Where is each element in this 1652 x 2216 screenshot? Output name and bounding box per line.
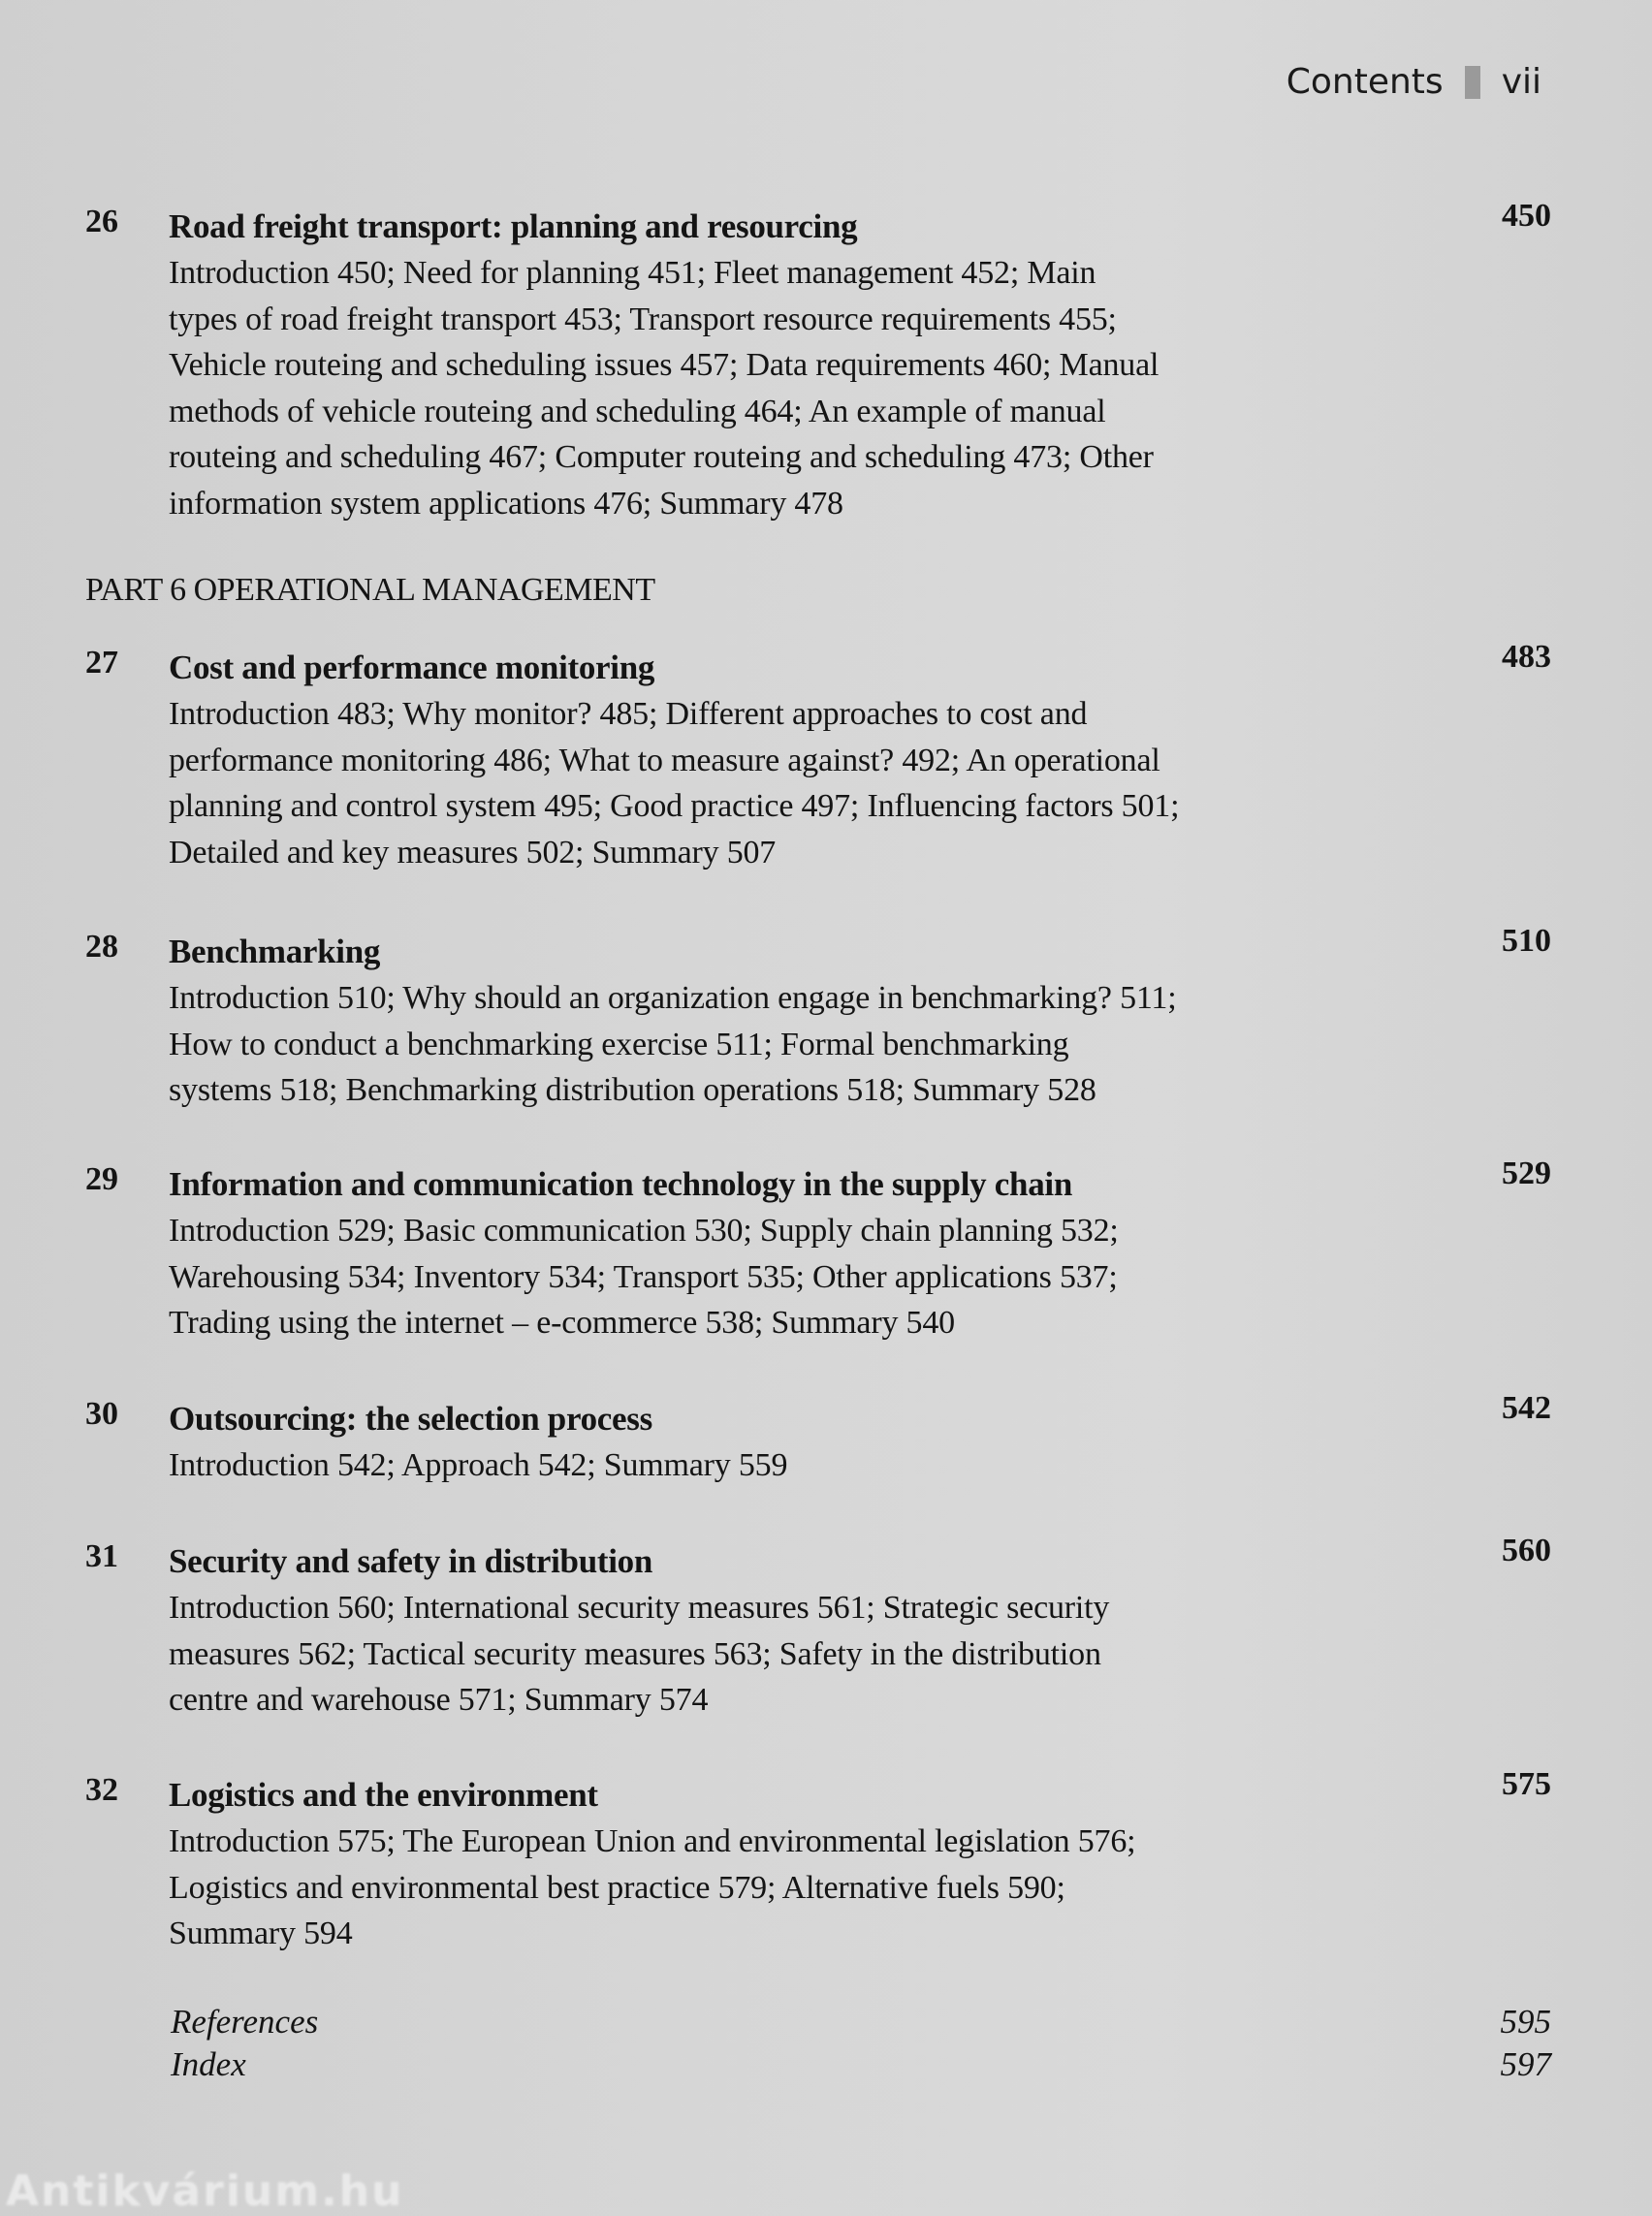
chapter-sections [169,1442,1429,1489]
chapter-page: 510 [1502,923,1551,959]
chapter-title: Security and safety in distribution [169,1542,652,1580]
backmatter-page: 597 [1500,2045,1551,2083]
backmatter-label: References [171,2003,319,2041]
chapter-number: 28 [85,929,118,965]
chapter-number: 31 [85,1538,118,1574]
toc-entry-index[interactable] [171,2045,1551,2088]
watermark: Antikvárium.hu [6,2167,404,2216]
chapter-sections [169,1585,1429,1724]
section-line: Logistics and environmental best practice 579; Alternative fuels 590; [169,1869,1065,1906]
running-head [1287,62,1541,102]
chapter-title: Road freight transport: planning and resourcing [169,207,858,245]
chapter-page: 575 [1502,1766,1551,1802]
running-head-page: vii [1501,62,1541,102]
backmatter-label: Index [171,2045,246,2083]
chapter-number: 30 [85,1396,118,1432]
backmatter-page: 595 [1500,2003,1551,2041]
section-line: Introduction 450; Need for planning 451; Fleet management 452; Main [169,255,1096,291]
chapter-page: 529 [1502,1155,1551,1191]
toc-entry-chapter-26[interactable] [85,198,1551,526]
chapter-sections [169,691,1429,875]
section-line: Introduction 560; International security measures 561; Strategic security [169,1590,1110,1626]
chapter-page: 542 [1502,1390,1551,1426]
section-line: Introduction 542; Approach 542; Summary 559 [169,1447,788,1483]
section-line: Warehousing 534; Inventory 534; Transport 535; Other applications 537; [169,1258,1118,1295]
section-line: routeing and scheduling 467; Computer routeing and scheduling 473; Other [169,439,1154,475]
section-line: measures 562; Tactical security measures 563; Safety in the distribution [169,1635,1101,1672]
toc-entry-chapter-28[interactable] [85,923,1551,1114]
toc-entry-chapter-30[interactable] [85,1390,1551,1489]
section-line: How to conduct a benchmarking exercise 511; Formal benchmarking [169,1026,1069,1062]
running-head-bar [1465,66,1480,99]
section-line: Introduction 510; Why should an organization engage in benchmarking? 511; [169,980,1177,1016]
chapter-sections [169,250,1429,526]
section-line: Introduction 483; Why monitor? 485; Different approaches to cost and [169,696,1088,732]
section-line: Vehicle routeing and scheduling issues 457; Data requirements 460; Manual [169,347,1160,383]
toc-entry-chapter-27[interactable] [85,639,1551,875]
chapter-number: 26 [85,204,118,239]
chapter-number: 32 [85,1772,118,1808]
toc-entry-references[interactable] [171,2003,1551,2045]
chapter-number: 29 [85,1161,118,1197]
running-head-label: Contents [1286,62,1444,102]
chapter-page: 560 [1502,1533,1551,1568]
section-line: information system applications 476; Summary 478 [169,485,843,522]
section-line: methods of vehicle routeing and scheduling 464; An example of manual [169,393,1106,429]
section-line: Trading using the internet – e-commerce 538; Summary 540 [169,1305,955,1341]
section-line: performance monitoring 486; What to measure against? 492; An operational [169,742,1160,778]
toc-entry-chapter-31[interactable] [85,1533,1551,1724]
chapter-number: 27 [85,645,118,681]
section-line: Introduction 575; The European Union and environmental legislation 576; [169,1823,1136,1859]
chapter-title: Outsourcing: the selection process [169,1400,652,1438]
section-line: systems 518; Benchmarking distribution operations 518; Summary 528 [169,1072,1096,1108]
backmatter-list [171,2003,1551,2088]
chapter-page: 450 [1502,198,1551,234]
chapter-sections [169,1819,1429,1957]
section-line: centre and warehouse 571; Summary 574 [169,1682,709,1718]
chapter-title: Benchmarking [169,933,381,970]
chapter-sections [169,975,1429,1114]
chapter-title: Cost and performance monitoring [169,649,655,686]
toc-entry-chapter-29[interactable] [85,1155,1551,1346]
chapter-title: Information and communication technology in the supply chain [169,1165,1072,1203]
toc-entry-chapter-32[interactable] [85,1766,1551,1957]
chapter-title: Logistics and the environment [169,1776,598,1814]
part-heading: PART 6 OPERATIONAL MANAGEMENT [85,572,655,608]
chapter-sections [169,1208,1429,1346]
section-line: Summary 594 [169,1915,353,1951]
chapter-page: 483 [1502,639,1551,675]
section-line: types of road freight transport 453; Transport resource requirements 455; [169,301,1117,337]
section-line: Detailed and key measures 502; Summary 507 [169,834,777,871]
section-line: planning and control system 495; Good practice 497; Influencing factors 501; [169,788,1180,824]
section-line: Introduction 529; Basic communication 530; Supply chain planning 532; [169,1213,1119,1249]
